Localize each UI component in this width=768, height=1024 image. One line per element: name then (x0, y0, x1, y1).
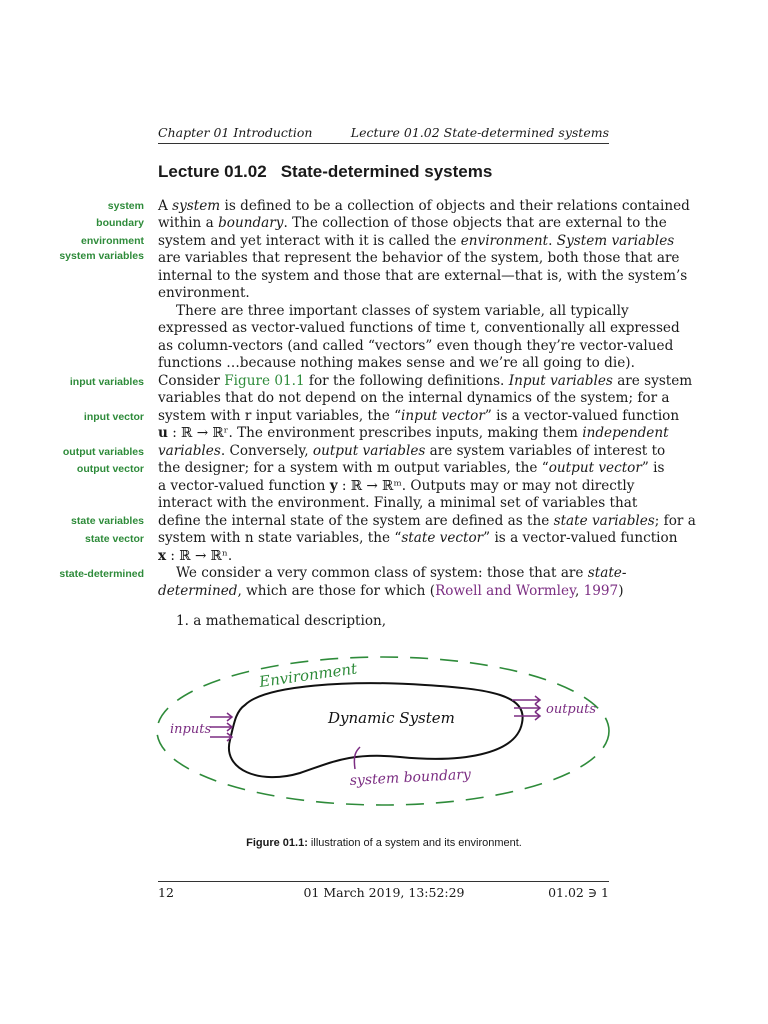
body-line: u : ℝ → ℝʳ. The environment prescribes inputs, making them independent (158, 425, 669, 441)
caption-text: illustration of a system and its environment. (307, 837, 522, 849)
margin-note-output-variables: output variables (62, 446, 144, 458)
body-line: determined, which are those for which (Rowell and Wormley, 1997) (158, 583, 624, 599)
outputs-label: outputs (546, 702, 597, 717)
boundary-pointer (354, 747, 360, 769)
body-line: A system is defined to be a collection of objects and their relations contained (158, 198, 690, 214)
body-line: system with r input variables, the “input vector” is a vector-valued function (158, 408, 680, 424)
body-line: as column-vectors (and called “vectors” even though they’re vector-valued (158, 338, 674, 354)
system-boundary (229, 683, 523, 777)
margin-note-state-variables: state variables (71, 515, 144, 527)
system-label: Dynamic System (328, 709, 455, 727)
margin-note-input-variables: input variables (69, 376, 144, 388)
list-item: 1. a mathematical description, (176, 613, 387, 629)
margin-note-system-variables: system variables (59, 250, 144, 262)
margin-note-input-vector: input vector (83, 411, 144, 423)
figure-caption (0, 837, 768, 849)
figure-link[interactable]: Figure 01.1 (224, 373, 305, 389)
lecture-number: Lecture 01.02 (158, 162, 267, 181)
body-line: expressed as vector-valued functions of time t, conventionally all expressed (158, 320, 680, 336)
running-header-right: Lecture 01.02 State-determined systems (350, 125, 609, 140)
page-number: 12 (158, 885, 174, 900)
body-line: environment. (158, 285, 250, 301)
citation-year-link[interactable]: 1997 (583, 583, 619, 599)
body-line: within a boundary. The collection of those objects that are external to the (158, 215, 667, 231)
lecture-title (158, 162, 492, 182)
body-line: We consider a very common class of system: those that are state- (176, 565, 627, 581)
footer-rule (158, 881, 609, 882)
citation-link[interactable]: Rowell and Wormley (435, 583, 575, 599)
boundary-label: system boundary (349, 766, 472, 789)
running-header-left: Chapter 01 Introduction (158, 125, 313, 140)
body-line: are variables that represent the behavior of the system, both those that are (158, 250, 680, 266)
body-line: variables. Conversely, output variables are system variables of interest to (158, 443, 666, 459)
header-rule (158, 143, 609, 144)
body-line: There are three important classes of system variable, all typically (176, 303, 629, 319)
margin-note-system: system (107, 200, 144, 212)
body-line: the designer; for a system with m output variables, the “output vector” is (158, 460, 665, 476)
body-line: interact with the environment. Finally, a minimal set of variables that (158, 495, 638, 511)
body-line: functions …because nothing makes sense and we’re all going to die). (158, 355, 635, 371)
inputs-label: inputs (170, 722, 212, 737)
body-line: system and yet interact with it is called the environment. System variables (158, 233, 675, 249)
footer-reference: 01.02 ∋ 1 (548, 885, 609, 900)
body-line: system with n state variables, the “state vector” is a vector-valued function (158, 530, 678, 546)
lecture-title-text: State-determined systems (280, 162, 493, 181)
input-arrows (210, 713, 232, 741)
margin-note-environment: environment (80, 235, 144, 247)
margin-note-state-vector: state vector (85, 533, 144, 545)
margin-note-boundary: boundary (96, 217, 144, 229)
body-line: a vector-valued function y : ℝ → ℝᵐ. Outputs may or may not directly (158, 478, 635, 494)
caption-label: Figure 01.1: (246, 837, 308, 849)
body-line: internal to the system and those that are external—that is, with the system’s (158, 268, 688, 284)
body-line: variables that do not depend on the internal dynamics of the system; for a (158, 390, 670, 406)
output-arrows (512, 696, 540, 720)
margin-note-output-vector: output vector (76, 463, 144, 475)
body-line: define the internal state of the system are defined as the state variables; for a (158, 513, 696, 529)
body-line: Consider Figure 01.1 for the following definitions. Input variables are system (158, 373, 693, 389)
environment-label: Environment (258, 659, 359, 691)
footer-date: 01 March 2019, 13:52:29 (303, 885, 465, 900)
system-diagram (150, 645, 620, 815)
body-line: x : ℝ → ℝⁿ. (158, 548, 233, 564)
margin-note-state-determined: state-determined (59, 568, 144, 580)
